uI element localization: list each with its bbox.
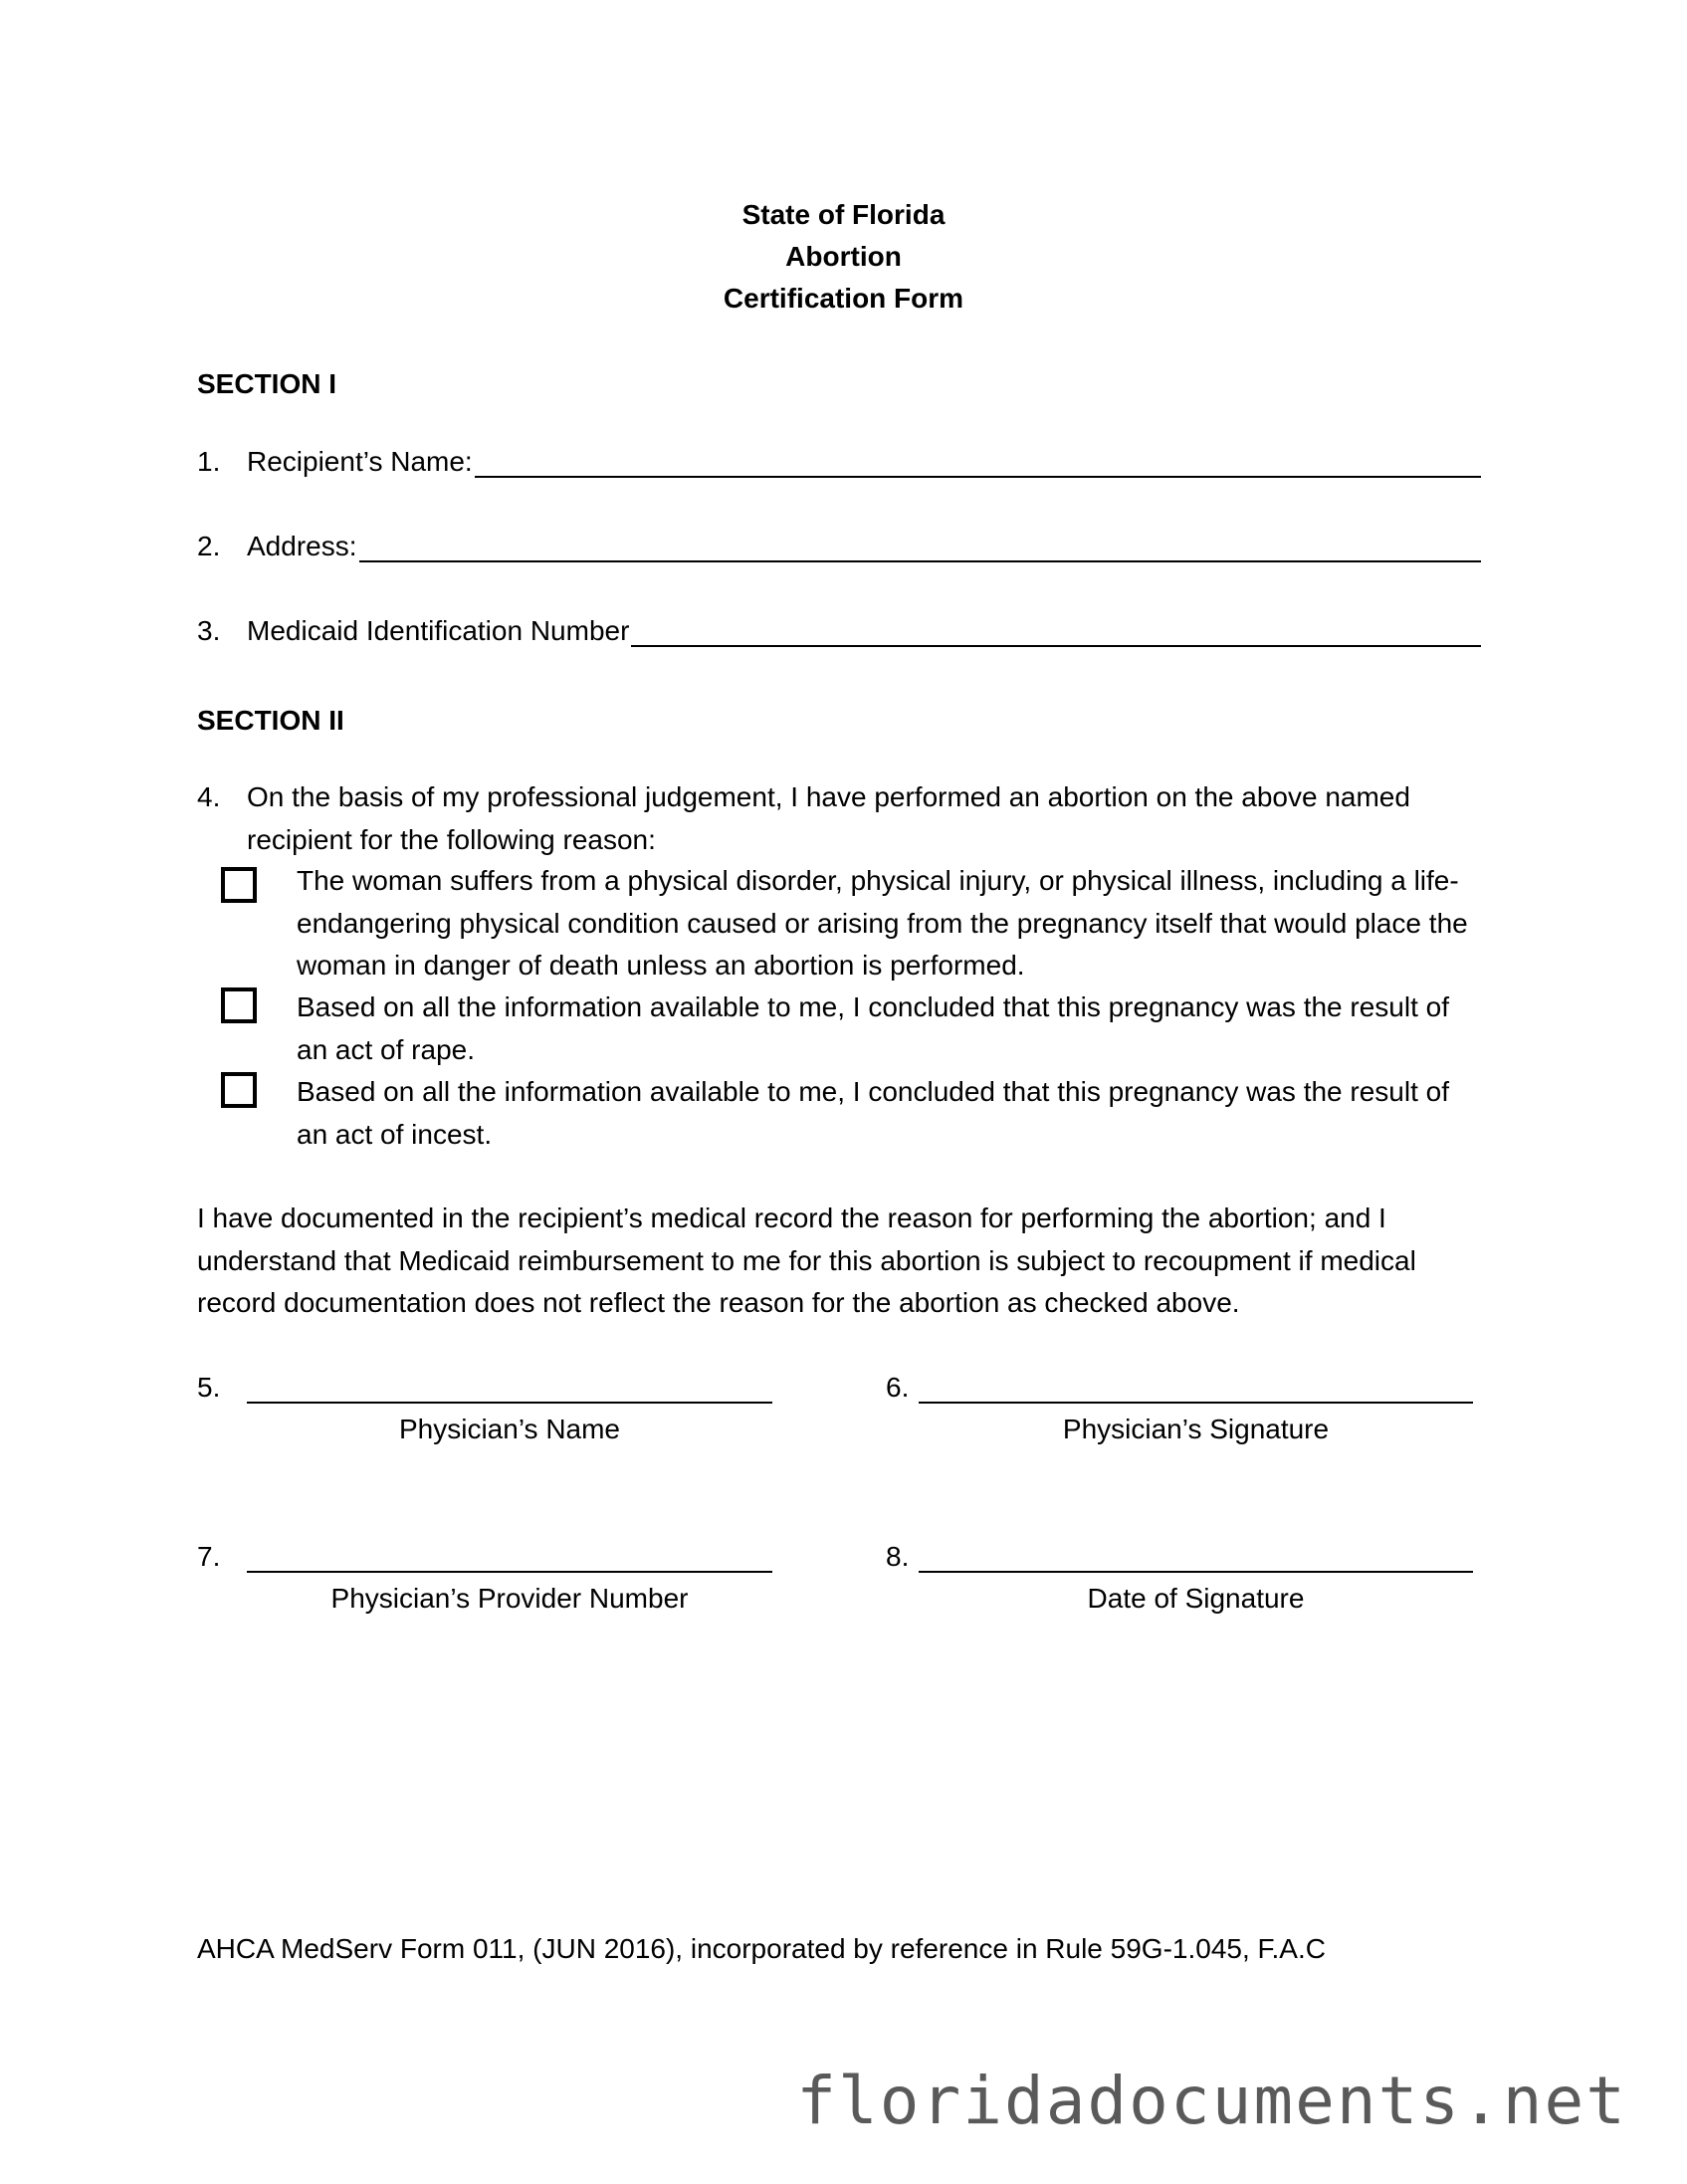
field-number: 2. [197,531,221,561]
address-line[interactable] [359,531,1482,562]
reason-physical-text: The woman suffers from a physical disorder, physical injury, or physical illness, including a life-endangering physical condition caused or arising from the pregnancy itself that would place the woman in danger of death unless an abortion is performed. [297,865,1468,981]
field-number: 5. [197,1372,221,1403]
reason-incest-text: Based on all the information available to me, I concluded that this pregnancy was the result of an act of incest. [297,1076,1450,1150]
form-reference-footer: AHCA MedServ Form 011, (JUN 2016), incorporated by reference in Rule 59G-1.045, F.A.C [197,1933,1326,1964]
recipient-name-field[interactable] [197,436,1481,478]
medicaid-id-field[interactable] [197,605,1481,647]
signature-date-line[interactable] [919,1571,1473,1573]
item-4-number: 4. [197,781,221,812]
form-title-state: State of Florida [741,199,946,230]
field-number: 7. [197,1541,221,1572]
address-label: Address: [247,531,357,561]
field-number: 6. [886,1372,910,1403]
address-field[interactable] [197,521,1481,562]
medicaid-id-line[interactable] [631,615,1481,647]
field-number: 1. [197,446,221,477]
site-watermark: floridadocuments.net [796,2063,1627,2139]
medicaid-id-label: Medicaid Identification Number [247,615,630,646]
recipient-name-line[interactable] [475,446,1481,478]
reason-rape-checkbox[interactable] [221,987,257,1023]
field-number: 3. [197,615,221,646]
recipient-name-label: Recipient’s Name: [247,446,473,477]
physician-signature-label: Physician’s Signature [1062,1414,1330,1444]
section-1-heading: SECTION I [197,368,337,399]
provider-number-line[interactable] [247,1571,772,1573]
physician-name-line[interactable] [247,1402,772,1404]
item-4-text: On the basis of my professional judgement, I have performed an abortion on the above named recipient for the following reason: [247,781,1410,855]
reason-rape-text: Based on all the information available to me, I concluded that this pregnancy was the result of an act of rape. [297,991,1450,1065]
form-title-name: Certification Form [723,283,964,314]
physician-signature-line[interactable] [919,1402,1473,1404]
provider-number-label: Physician’s Provider Number [330,1583,689,1614]
form-title-subject: Abortion [785,241,902,272]
field-number: 8. [886,1541,910,1572]
signature-date-label: Date of Signature [1087,1583,1305,1614]
section-2-heading: SECTION II [197,705,344,736]
physician-name-label: Physician’s Name [398,1414,621,1444]
certification-statement: I have documented in the recipient’s medical record the reason for performing the abortion; and I understand that Medicaid reimbursement to me for this abortion is subject to recoupment if medical record documentation does not reflect the reason for the abortion as checked above. [197,1202,1416,1318]
reason-physical-checkbox[interactable] [221,867,257,903]
reason-incest-checkbox[interactable] [221,1072,257,1108]
